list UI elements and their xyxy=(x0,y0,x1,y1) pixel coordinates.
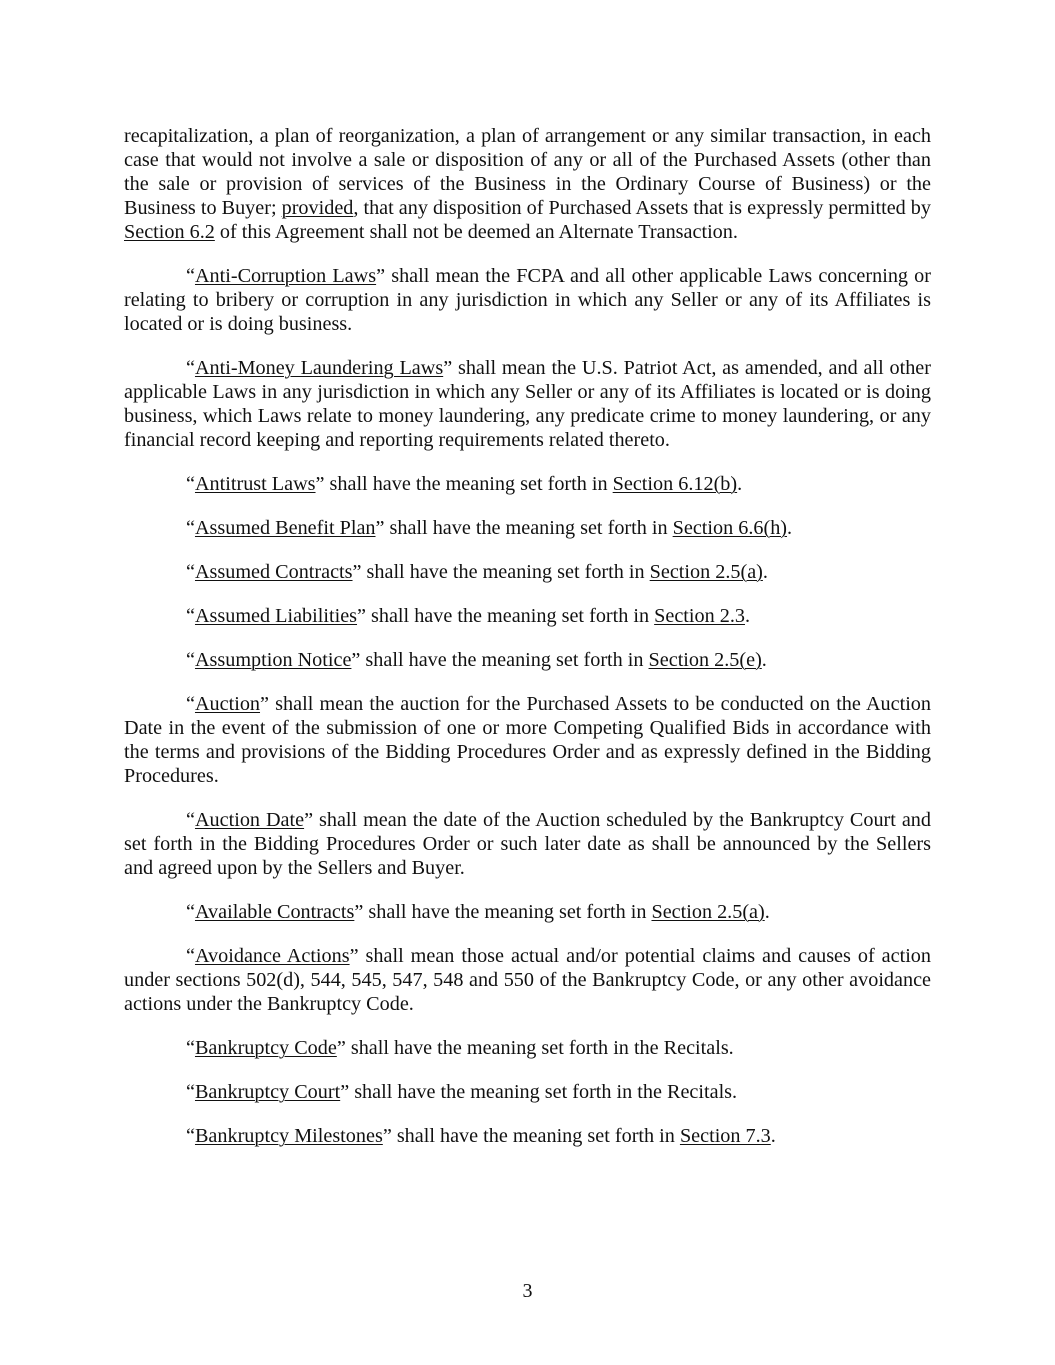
page-number: 3 xyxy=(522,1280,533,1302)
text-run: ” shall have the meaning set forth in xyxy=(315,473,613,495)
text-run: “ xyxy=(186,693,195,715)
text-run: “ xyxy=(186,561,195,583)
definition-paragraph xyxy=(124,648,931,672)
definition-paragraph xyxy=(124,604,931,628)
definition-paragraph xyxy=(124,516,931,540)
definition-paragraph xyxy=(124,808,931,880)
text-run: . xyxy=(762,561,768,583)
definition-paragraph xyxy=(124,1080,931,1104)
text-run: recapitalization, a plan of reorganization, a plan of arrangement or any similar transaction, in each case that would not involve a sale or disposition of any or all of the Purchased Assets (other than the sale or provision of services of the Business in the Ordinary Course of Business) or the Business to Buyer; xyxy=(124,125,931,219)
text-run: “ xyxy=(186,357,195,379)
text-run: “ xyxy=(186,1125,195,1147)
definition-paragraph xyxy=(124,356,931,452)
definition-paragraph xyxy=(124,692,931,788)
underlined-term: Assumption Notice xyxy=(194,649,352,671)
text-run: . xyxy=(761,649,767,671)
underlined-term: Section 2.5(e) xyxy=(648,649,762,671)
text-run: . xyxy=(770,1125,776,1147)
text-run: ” shall mean the auction for the Purchased Assets to be conducted on the Auction Date in the event of the submission of one or more Competing Qualified Bids in accordance with the terms and provisions of the Bidding Procedures Order and as expressly defined in the Bidding Procedures. xyxy=(124,693,931,787)
text-run: “ xyxy=(186,1037,195,1059)
text-run: “ xyxy=(186,809,195,831)
text-run: “ xyxy=(186,265,195,287)
underlined-term: Bankruptcy Milestones xyxy=(194,1125,383,1147)
text-run: ” shall have the meaning set forth in xyxy=(354,901,652,923)
definition-paragraph xyxy=(124,264,931,336)
underlined-term: Available Contracts xyxy=(194,901,355,923)
underlined-term: Assumed Contracts xyxy=(194,561,353,583)
text-run: . xyxy=(787,517,793,539)
text-run: “ xyxy=(186,605,195,627)
text-run: ” shall have the meaning set forth in the Recitals. xyxy=(340,1081,738,1103)
text-run: ” shall have the meaning set forth in xyxy=(382,1125,680,1147)
underlined-term: Section 6.12(b) xyxy=(612,473,738,495)
definition-paragraph xyxy=(124,900,931,924)
definition-paragraph xyxy=(124,560,931,584)
text-run: ” shall have the meaning set forth in xyxy=(352,561,650,583)
text-run: “ xyxy=(186,649,195,671)
text-run: of this Agreement shall not be deemed an Alternate Transaction. xyxy=(214,221,738,243)
document-body xyxy=(124,124,931,1168)
underlined-term: Section 2.5(a) xyxy=(651,901,765,923)
continued-paragraph xyxy=(124,124,931,244)
underlined-term: Anti-Corruption Laws xyxy=(194,265,377,287)
text-run: . xyxy=(744,605,751,627)
text-run: “ xyxy=(186,1081,195,1103)
text-run: ” shall mean the date of the Auction scheduled by the Bankruptcy Court and set forth in the Bidding Procedures Order or such later date as shall be announced by the Sellers and agreed upon by the Sellers and Buyer. xyxy=(124,809,931,879)
text-run: ” shall mean those actual and/or potential claims and causes of action under sections 502(d), 544, 545, 547, 548 and 550 of the Bankruptcy Code, or any other avoidance actions under the Bankruptcy Code. xyxy=(124,945,931,1015)
underlined-term: Auction Date xyxy=(194,809,305,831)
underlined-term: Section 6.6(h) xyxy=(672,517,788,539)
underlined-term: Section 2.5(a) xyxy=(649,561,763,583)
underlined-term: Assumed Benefit Plan xyxy=(194,517,376,539)
underlined-term: Bankruptcy Code xyxy=(194,1037,337,1059)
underlined-term: provided xyxy=(281,197,354,219)
text-run: ” shall have the meaning set forth in xyxy=(375,517,673,539)
underlined-term: Section 2.3 xyxy=(654,605,745,627)
underlined-term: Assumed Liabilities xyxy=(194,605,358,627)
underlined-term: Section 6.2 xyxy=(124,221,215,243)
text-run: , that any disposition of Purchased Assets that is expressly permitted by xyxy=(353,197,931,219)
definition-paragraph xyxy=(124,1036,931,1060)
text-run: “ xyxy=(186,517,195,539)
underlined-term: Anti-Money Laundering Laws xyxy=(194,357,444,379)
underlined-term: Section 7.3 xyxy=(679,1125,771,1147)
definition-paragraph xyxy=(124,1124,931,1148)
text-run: ” shall mean the FCPA and all other applicable Laws concerning or relating to bribery or corruption in any jurisdiction in which any Seller or any of its Affiliates is located or is doing business. xyxy=(124,265,931,335)
underlined-term: Antitrust Laws xyxy=(194,473,316,495)
text-run: ” shall have the meaning set forth in xyxy=(357,605,655,627)
text-run: ” shall have the meaning set forth in xyxy=(351,649,649,671)
underlined-term: Auction xyxy=(194,693,261,715)
definition-paragraph xyxy=(124,472,931,496)
definition-paragraph xyxy=(124,944,931,1016)
text-run: ” shall have the meaning set forth in the Recitals. xyxy=(336,1037,734,1059)
underlined-term: Bankruptcy Court xyxy=(194,1081,341,1103)
text-run: “ xyxy=(186,901,195,923)
underlined-term: Avoidance Actions xyxy=(194,945,350,967)
text-run: . xyxy=(764,901,770,923)
text-run: ” shall mean the U.S. Patriot Act, as amended, and all other applicable Laws in any jurisdiction in which any Seller or any of its Affiliates is located or is doing business, which Laws relate to money laundering, any predicate crime to money laundering, or any financial record keeping and reporting requirements related thereto. xyxy=(124,357,931,451)
text-run: “ xyxy=(186,945,195,967)
text-run: “ xyxy=(186,473,195,495)
text-run: . xyxy=(737,473,743,495)
